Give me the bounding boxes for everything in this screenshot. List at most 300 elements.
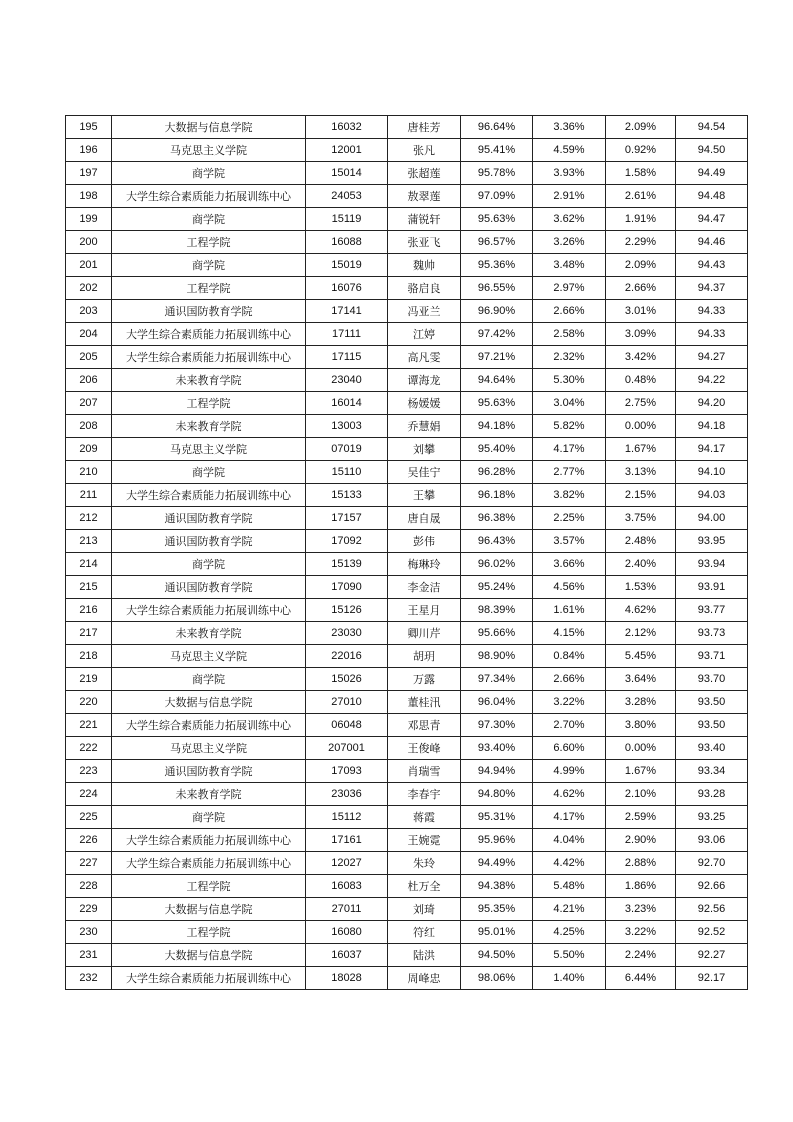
rank-cell: 209 [66,438,112,461]
rate-a-cell: 94.50% [461,944,533,967]
rate-b-cell: 5.48% [533,875,606,898]
college-cell: 商学院 [112,806,306,829]
score-cell: 93.71 [676,645,748,668]
rate-a-cell: 96.04% [461,691,533,714]
rate-b-cell: 3.26% [533,231,606,254]
rate-c-cell: 1.67% [606,438,676,461]
rank-cell: 225 [66,806,112,829]
employee-id-cell: 12001 [306,139,388,162]
employee-id-cell: 22016 [306,645,388,668]
rate-a-cell: 95.36% [461,254,533,277]
rate-c-cell: 4.62% [606,599,676,622]
rate-b-cell: 2.66% [533,668,606,691]
rank-cell: 220 [66,691,112,714]
college-cell: 大数据与信息学院 [112,116,306,139]
college-cell: 工程学院 [112,277,306,300]
rate-a-cell: 97.21% [461,346,533,369]
name-cell: 张凡 [388,139,461,162]
rate-a-cell: 96.28% [461,461,533,484]
table-row [66,944,748,967]
rank-cell: 230 [66,921,112,944]
rate-a-cell: 98.90% [461,645,533,668]
rate-b-cell: 2.58% [533,323,606,346]
rate-a-cell: 97.42% [461,323,533,346]
rate-a-cell: 95.63% [461,392,533,415]
college-cell: 通识国防教育学院 [112,530,306,553]
rank-cell: 203 [66,300,112,323]
rate-c-cell: 3.23% [606,898,676,921]
rate-a-cell: 95.78% [461,162,533,185]
rate-a-cell: 98.06% [461,967,533,990]
score-cell: 93.91 [676,576,748,599]
name-cell: 杨媛媛 [388,392,461,415]
employee-id-cell: 23030 [306,622,388,645]
college-cell: 商学院 [112,461,306,484]
name-cell: 张亚飞 [388,231,461,254]
name-cell: 周峰忠 [388,967,461,990]
employee-id-cell: 15126 [306,599,388,622]
rate-b-cell: 3.48% [533,254,606,277]
rate-c-cell: 3.13% [606,461,676,484]
table-row [66,438,748,461]
employee-id-cell: 27010 [306,691,388,714]
table-row [66,185,748,208]
score-cell: 92.66 [676,875,748,898]
employee-id-cell: 23036 [306,783,388,806]
employee-id-cell: 17115 [306,346,388,369]
rate-b-cell: 2.32% [533,346,606,369]
table-row [66,806,748,829]
score-cell: 93.95 [676,530,748,553]
table-body [66,116,748,990]
employee-id-cell: 07019 [306,438,388,461]
rate-a-cell: 94.64% [461,369,533,392]
rate-b-cell: 3.22% [533,691,606,714]
rate-c-cell: 1.91% [606,208,676,231]
name-cell: 蒲锐轩 [388,208,461,231]
name-cell: 董桂汛 [388,691,461,714]
name-cell: 唐自晟 [388,507,461,530]
name-cell: 王星月 [388,599,461,622]
rate-c-cell: 1.58% [606,162,676,185]
table-row [66,921,748,944]
employee-id-cell: 17111 [306,323,388,346]
table-row [66,415,748,438]
college-cell: 未来教育学院 [112,369,306,392]
score-cell: 94.22 [676,369,748,392]
rate-a-cell: 96.55% [461,277,533,300]
table-row [66,254,748,277]
rate-a-cell: 96.64% [461,116,533,139]
score-cell: 92.70 [676,852,748,875]
employee-id-cell: 24053 [306,185,388,208]
rate-a-cell: 97.30% [461,714,533,737]
score-cell: 94.03 [676,484,748,507]
rate-b-cell: 4.99% [533,760,606,783]
name-cell: 江婷 [388,323,461,346]
name-cell: 肖瑞雪 [388,760,461,783]
rate-c-cell: 2.15% [606,484,676,507]
employee-id-cell: 207001 [306,737,388,760]
rate-c-cell: 3.64% [606,668,676,691]
score-cell: 93.34 [676,760,748,783]
college-cell: 大学生综合素质能力拓展训练中心 [112,852,306,875]
score-cell: 94.46 [676,231,748,254]
college-cell: 商学院 [112,208,306,231]
employee-id-cell: 17092 [306,530,388,553]
score-cell: 93.94 [676,553,748,576]
score-cell: 94.37 [676,277,748,300]
college-cell: 大学生综合素质能力拓展训练中心 [112,323,306,346]
rate-c-cell: 3.75% [606,507,676,530]
rate-b-cell: 2.70% [533,714,606,737]
rate-c-cell: 0.00% [606,415,676,438]
table-row [66,714,748,737]
college-cell: 大数据与信息学院 [112,898,306,921]
rank-cell: 231 [66,944,112,967]
rate-c-cell: 0.00% [606,737,676,760]
rate-a-cell: 95.35% [461,898,533,921]
employee-id-cell: 06048 [306,714,388,737]
employee-id-cell: 15139 [306,553,388,576]
rate-c-cell: 3.09% [606,323,676,346]
score-cell: 94.47 [676,208,748,231]
rate-a-cell: 97.09% [461,185,533,208]
score-cell: 94.49 [676,162,748,185]
rank-cell: 228 [66,875,112,898]
rate-c-cell: 6.44% [606,967,676,990]
college-cell: 商学院 [112,254,306,277]
employee-id-cell: 15112 [306,806,388,829]
score-cell: 94.20 [676,392,748,415]
name-cell: 唐桂芳 [388,116,461,139]
rate-b-cell: 5.30% [533,369,606,392]
college-cell: 大学生综合素质能力拓展训练中心 [112,967,306,990]
rate-c-cell: 1.86% [606,875,676,898]
employee-id-cell: 16080 [306,921,388,944]
rate-b-cell: 4.21% [533,898,606,921]
score-cell: 94.17 [676,438,748,461]
college-cell: 马克思主义学院 [112,438,306,461]
rank-cell: 229 [66,898,112,921]
rank-cell: 199 [66,208,112,231]
employee-id-cell: 16088 [306,231,388,254]
rate-c-cell: 2.29% [606,231,676,254]
rate-a-cell: 96.02% [461,553,533,576]
rank-cell: 208 [66,415,112,438]
college-cell: 马克思主义学院 [112,645,306,668]
rate-a-cell: 95.31% [461,806,533,829]
employee-id-cell: 15110 [306,461,388,484]
rate-b-cell: 4.15% [533,622,606,645]
name-cell: 乔慧娟 [388,415,461,438]
score-cell: 93.77 [676,599,748,622]
table-row [66,668,748,691]
rate-a-cell: 95.41% [461,139,533,162]
rate-a-cell: 95.24% [461,576,533,599]
employee-id-cell: 17157 [306,507,388,530]
rate-a-cell: 97.34% [461,668,533,691]
employee-id-cell: 23040 [306,369,388,392]
employee-id-cell: 17161 [306,829,388,852]
rank-cell: 204 [66,323,112,346]
table-row [66,369,748,392]
table-row [66,898,748,921]
employee-id-cell: 18028 [306,967,388,990]
table-row [66,645,748,668]
table-row [66,346,748,369]
name-cell: 王俊峰 [388,737,461,760]
table-row [66,116,748,139]
employee-id-cell: 16076 [306,277,388,300]
rank-cell: 219 [66,668,112,691]
rank-cell: 215 [66,576,112,599]
table-row [66,277,748,300]
rank-cell: 232 [66,967,112,990]
rank-cell: 195 [66,116,112,139]
name-cell: 梅琳玲 [388,553,461,576]
college-cell: 商学院 [112,553,306,576]
name-cell: 王婉霓 [388,829,461,852]
score-cell: 92.52 [676,921,748,944]
table-row [66,300,748,323]
name-cell: 蒋霞 [388,806,461,829]
college-cell: 大学生综合素质能力拓展训练中心 [112,346,306,369]
college-cell: 大数据与信息学院 [112,944,306,967]
rank-cell: 210 [66,461,112,484]
employee-id-cell: 15014 [306,162,388,185]
table-row [66,599,748,622]
score-cell: 92.17 [676,967,748,990]
rate-c-cell: 0.48% [606,369,676,392]
rate-b-cell: 3.57% [533,530,606,553]
rank-cell: 217 [66,622,112,645]
employee-id-cell: 13003 [306,415,388,438]
employee-id-cell: 16037 [306,944,388,967]
rate-c-cell: 5.45% [606,645,676,668]
table-row [66,323,748,346]
college-cell: 通识国防教育学院 [112,300,306,323]
rate-b-cell: 3.04% [533,392,606,415]
rank-cell: 221 [66,714,112,737]
rate-a-cell: 95.66% [461,622,533,645]
college-cell: 马克思主义学院 [112,737,306,760]
rank-cell: 224 [66,783,112,806]
score-cell: 93.40 [676,737,748,760]
college-cell: 大学生综合素质能力拓展训练中心 [112,484,306,507]
rate-c-cell: 2.48% [606,530,676,553]
college-cell: 通识国防教育学院 [112,576,306,599]
rate-b-cell: 4.42% [533,852,606,875]
name-cell: 李春宇 [388,783,461,806]
score-cell: 93.06 [676,829,748,852]
score-cell: 94.54 [676,116,748,139]
college-cell: 未来教育学院 [112,783,306,806]
rate-a-cell: 96.43% [461,530,533,553]
rate-c-cell: 3.28% [606,691,676,714]
rate-b-cell: 4.59% [533,139,606,162]
rank-cell: 227 [66,852,112,875]
name-cell: 杜万全 [388,875,461,898]
table-row [66,139,748,162]
score-cell: 93.28 [676,783,748,806]
name-cell: 冯亚兰 [388,300,461,323]
score-cell: 94.43 [676,254,748,277]
college-cell: 未来教育学院 [112,415,306,438]
table-row [66,783,748,806]
name-cell: 符红 [388,921,461,944]
score-cell: 93.73 [676,622,748,645]
ranking-table [65,115,748,990]
table-row [66,553,748,576]
table-row [66,691,748,714]
name-cell: 高凡雯 [388,346,461,369]
name-cell: 魏帅 [388,254,461,277]
name-cell: 万露 [388,668,461,691]
rate-b-cell: 4.04% [533,829,606,852]
rank-cell: 213 [66,530,112,553]
rate-a-cell: 95.63% [461,208,533,231]
rate-b-cell: 2.77% [533,461,606,484]
name-cell: 陆洪 [388,944,461,967]
name-cell: 胡玥 [388,645,461,668]
rate-b-cell: 4.62% [533,783,606,806]
college-cell: 工程学院 [112,875,306,898]
rate-a-cell: 96.18% [461,484,533,507]
college-cell: 大学生综合素质能力拓展训练中心 [112,599,306,622]
rate-c-cell: 2.09% [606,254,676,277]
rate-b-cell: 3.36% [533,116,606,139]
rate-c-cell: 1.67% [606,760,676,783]
college-cell: 工程学院 [112,921,306,944]
college-cell: 通识国防教育学院 [112,760,306,783]
name-cell: 刘琦 [388,898,461,921]
college-cell: 未来教育学院 [112,622,306,645]
rate-a-cell: 96.90% [461,300,533,323]
college-cell: 工程学院 [112,231,306,254]
employee-id-cell: 17093 [306,760,388,783]
name-cell: 敖翠莲 [388,185,461,208]
name-cell: 卿川芹 [388,622,461,645]
college-cell: 大学生综合素质能力拓展训练中心 [112,185,306,208]
table-row [66,461,748,484]
rate-b-cell: 2.91% [533,185,606,208]
rate-a-cell: 93.40% [461,737,533,760]
table-row [66,737,748,760]
rate-c-cell: 2.61% [606,185,676,208]
rate-b-cell: 2.25% [533,507,606,530]
employee-id-cell: 15133 [306,484,388,507]
rate-b-cell: 3.66% [533,553,606,576]
rate-b-cell: 1.61% [533,599,606,622]
table-row [66,208,748,231]
rate-c-cell: 2.66% [606,277,676,300]
college-cell: 工程学院 [112,392,306,415]
score-cell: 93.50 [676,691,748,714]
score-cell: 94.33 [676,323,748,346]
rate-c-cell: 2.90% [606,829,676,852]
rate-c-cell: 1.53% [606,576,676,599]
rate-a-cell: 95.40% [461,438,533,461]
rank-cell: 197 [66,162,112,185]
employee-id-cell: 12027 [306,852,388,875]
table-row [66,507,748,530]
name-cell: 刘攀 [388,438,461,461]
rate-c-cell: 3.01% [606,300,676,323]
employee-id-cell: 15026 [306,668,388,691]
score-cell: 92.27 [676,944,748,967]
rate-a-cell: 95.96% [461,829,533,852]
name-cell: 王攀 [388,484,461,507]
rate-b-cell: 4.17% [533,806,606,829]
table-row [66,852,748,875]
rate-c-cell: 3.80% [606,714,676,737]
rank-cell: 200 [66,231,112,254]
rank-cell: 211 [66,484,112,507]
score-cell: 94.00 [676,507,748,530]
table-row [66,392,748,415]
rate-b-cell: 2.97% [533,277,606,300]
rate-b-cell: 5.50% [533,944,606,967]
name-cell: 骆启良 [388,277,461,300]
rank-cell: 205 [66,346,112,369]
name-cell: 吴佳宁 [388,461,461,484]
name-cell: 彭伟 [388,530,461,553]
table-row [66,162,748,185]
table-row [66,760,748,783]
score-cell: 94.18 [676,415,748,438]
rate-c-cell: 3.42% [606,346,676,369]
rate-a-cell: 98.39% [461,599,533,622]
rate-c-cell: 0.92% [606,139,676,162]
college-cell: 商学院 [112,162,306,185]
employee-id-cell: 16083 [306,875,388,898]
table-row [66,622,748,645]
score-cell: 94.10 [676,461,748,484]
name-cell: 张超莲 [388,162,461,185]
rate-c-cell: 2.09% [606,116,676,139]
rank-cell: 222 [66,737,112,760]
employee-id-cell: 17141 [306,300,388,323]
rate-a-cell: 96.57% [461,231,533,254]
table-row [66,967,748,990]
rank-cell: 207 [66,392,112,415]
college-cell: 商学院 [112,668,306,691]
rate-b-cell: 4.17% [533,438,606,461]
table-row [66,530,748,553]
rate-c-cell: 2.24% [606,944,676,967]
rank-cell: 212 [66,507,112,530]
rate-c-cell: 3.22% [606,921,676,944]
rank-cell: 218 [66,645,112,668]
score-cell: 94.48 [676,185,748,208]
score-cell: 94.33 [676,300,748,323]
rate-c-cell: 2.10% [606,783,676,806]
rate-a-cell: 94.80% [461,783,533,806]
rate-b-cell: 3.93% [533,162,606,185]
table-row [66,484,748,507]
rank-cell: 202 [66,277,112,300]
rate-b-cell: 6.60% [533,737,606,760]
employee-id-cell: 17090 [306,576,388,599]
rate-a-cell: 94.18% [461,415,533,438]
table-row [66,576,748,599]
table-row [66,231,748,254]
employee-id-cell: 15019 [306,254,388,277]
employee-id-cell: 16032 [306,116,388,139]
name-cell: 邓思青 [388,714,461,737]
rate-c-cell: 2.40% [606,553,676,576]
